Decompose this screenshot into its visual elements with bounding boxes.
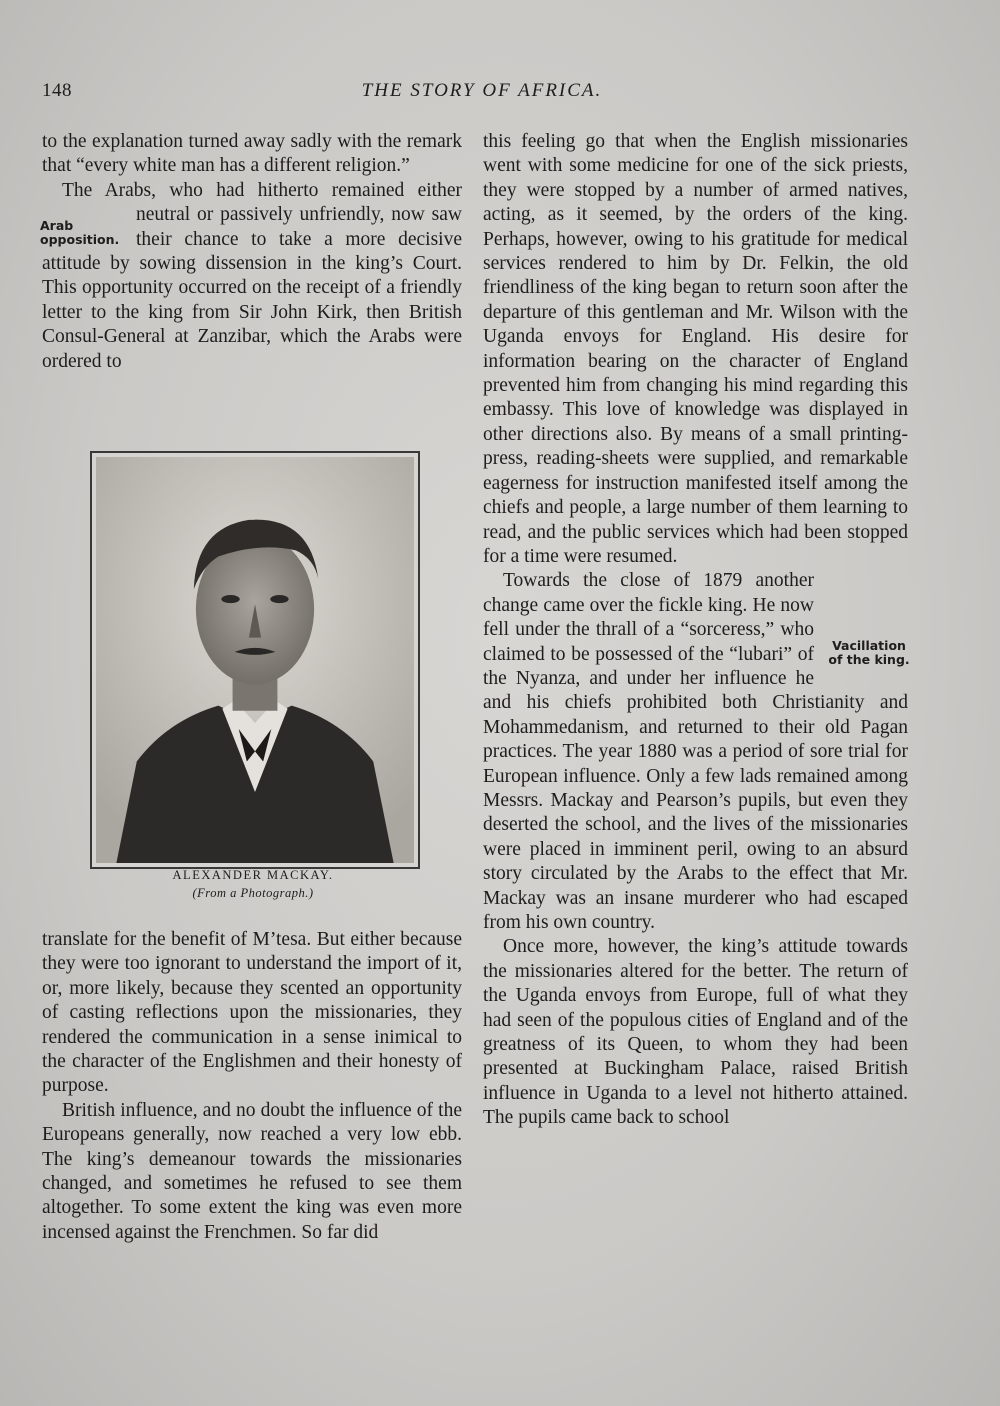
caption-credit: (From a Photograph.) [192, 886, 314, 900]
paragraph: British influence, and no doubt the influence of the Europeans generally, now reached a very low ebb. The king’s demeanour towards the missionaries changed, and sometimes he refused to see them altogether. To some extent the king was even more incensed against the Frenchmen. So far did [42, 1099, 462, 1243]
portrait-frame [90, 451, 420, 869]
caption-title: ALEXANDER MACKAY. [172, 868, 334, 882]
figure-caption [90, 866, 416, 902]
sidenote-arab-opposition: Arab opposition. [40, 218, 120, 248]
portrait-illustration [96, 457, 414, 863]
left-column-top [42, 130, 462, 374]
page-header [42, 80, 922, 110]
paragraph: Once more, however, the king’s attitude towards the missionaries altered for the better. The return of the Uganda envoys from Europe, full of what they had seen of the populous cities of England and of the greatness of its Queen, to whom they had been presented at Buckingham Palace, raised British influence in Uganda to a level not hitherto attained. The pupils came back to school [483, 936, 908, 1129]
paragraph: to the explanation turned away sadly with the remark that “every white man has a different religion.” [42, 131, 462, 177]
paragraph-text: Towards the close of 1879 another change came over the fickle king. He now fell under the thrall of a “sorceress,” who claimed to be possessed of the “lubari” of the Nyanza, and under her influence he and his [483, 570, 814, 714]
paragraph-text: saw their chance to take a more decisive attitude by sowing dissension in the king’s Court. This opportunity occurred on the receipt of a friendly letter to the king from Sir John Kirk, then British Consul-General at Zanzibar, which the Arabs were ordered to [42, 204, 462, 372]
paragraph-text: The Arabs, who had hitherto remained either neutral or passively unfriendly, now [62, 179, 462, 226]
paragraph [483, 569, 908, 935]
sidenote-vacillation: Vacillation of the king. [828, 638, 910, 668]
page-number: 148 [42, 80, 72, 101]
running-title: THE STORY OF AFRICA. [361, 80, 603, 101]
paragraph-text: chiefs prohibited both Christianity and Mohammedanism, and returned to their old Pagan practices. The year 1880 was a period of sore trial for European influence. Only a few lads remained among Messrs. Mackay and Pearson’s pupils, but even they deserted the school, and the lives of the missionaries were placed in imminent peril, owing to an absurd story circulated by the Arabs to the effect that Mr. Mackay was an insane murderer who had escaped from his own country. [483, 692, 909, 933]
left-column-bottom [42, 928, 462, 1245]
paragraph: translate for the benefit of M’tesa. But either because they were too ignorant to understand the import of it, or, more likely, because they scented an opportunity of casting reflections upon the missionaries, they rendered the communication in a sense inimical to the character of the Englishmen and their honesty of purpose. [42, 929, 462, 1097]
right-column [483, 130, 908, 1131]
paragraph: this feeling go that when the English missionaries went with some medicine for one of the sick priests, they were stopped by a number of armed natives, acting, as it seemed, by the orders of the king. Perhaps, however, owing to his gratitude for medical services rendered to him by Dr. Felkin, the old friendliness of the king began to return soon after the departure of this gentleman and Mr. Wilson with the Uganda envoys for England. His desire for information bearing on the character of England prevented him from changing his mind regarding this embassy. This love of knowledge was displayed in other directions also. By means of a small printing-press, reading-sheets were supplied, and remarkable eagerness for instruction manifested itself among the chiefs and people, a large number of them learning to read, and the public services which had been stopped for a time were resumed. [483, 131, 908, 567]
portrait-photograph [96, 457, 414, 863]
paragraph [42, 179, 462, 374]
